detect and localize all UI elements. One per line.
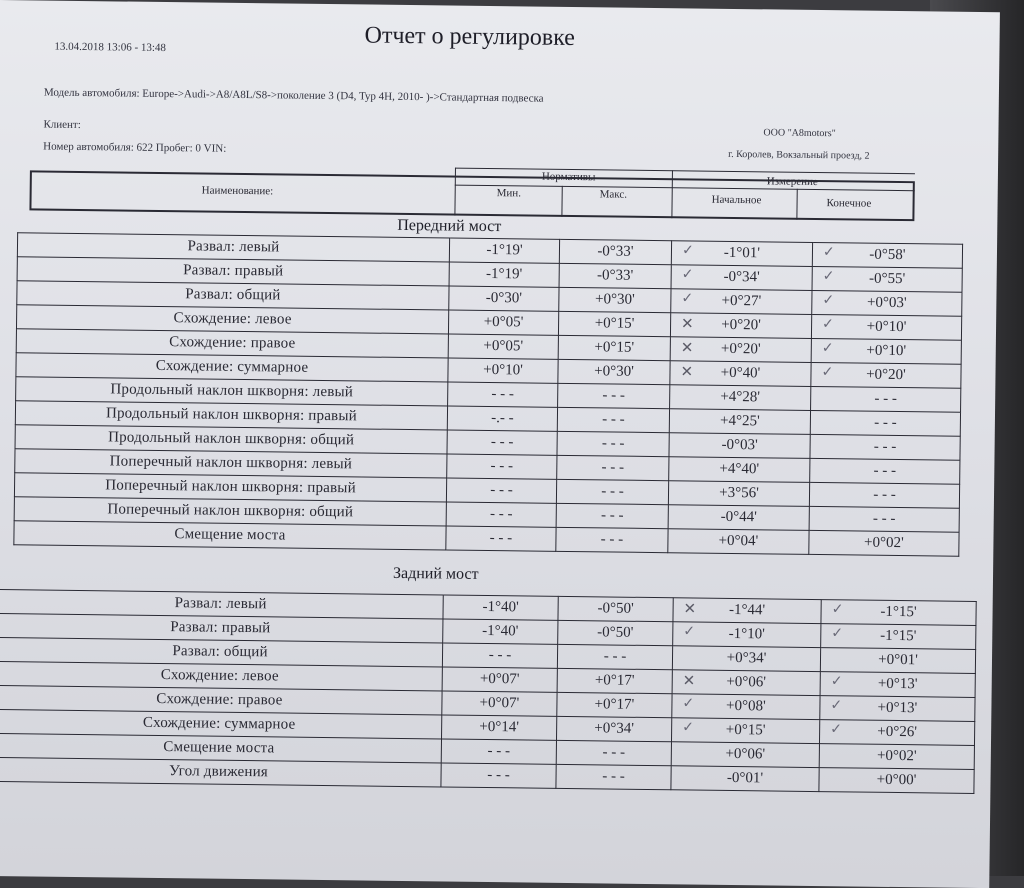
norm-max: - - - [558,383,670,408]
check-icon: ✓ [682,720,694,736]
measurement-final-cell [812,242,962,268]
measurement-initial-cell [670,337,811,363]
norm-min: -1°19' [449,262,559,287]
norm-max: +0°17' [557,692,672,717]
front-axle-table [13,232,963,557]
measurement-final-value: - - - [874,414,897,431]
norm-max: - - - [556,503,668,528]
measurement-final-cell [810,410,960,436]
measurement-final-value: +0°02' [876,747,917,765]
measurement-final-value: +0°02' [863,534,904,552]
check-icon: ✓ [681,291,694,307]
norm-max: +0°34' [556,716,671,741]
measurement-final-value: +0°03' [866,294,907,312]
measurement-initial-value: -0°03' [721,436,758,454]
measurement-initial-value: +0°40' [720,364,761,382]
norm-min: +0°14' [442,715,557,740]
measurement-initial-cell [673,598,821,624]
measurement-initial-cell [670,313,811,339]
norm-min: - - - [441,739,556,764]
measurement-final-value: +0°13' [877,675,918,693]
measurement-initial-cell [668,505,809,531]
header-max: Макс. [599,188,628,201]
header-divider [671,170,673,218]
out-of-range-icon: ✕ [680,340,694,357]
header-divider [455,185,915,192]
header-divider [796,189,797,220]
measurement-final-cell [819,768,974,794]
norm-min: -1°19' [449,238,559,263]
parameter-name: Продольный наклон шкворня: правый [15,401,447,430]
measurement-initial-value: +4°25' [719,412,760,430]
measurement-final-value: +0°13' [877,699,918,717]
norm-min: +0°05' [448,310,558,335]
measurement-initial-value: +0°08' [725,697,766,715]
measurement-initial-cell [669,457,810,483]
norm-min: +0°07' [442,691,557,716]
measurement-final-value: -0°55' [868,270,906,288]
norm-max: - - - [557,431,669,456]
norm-min: -0°30' [449,286,559,311]
parameter-name: Смещение моста [14,521,446,550]
vehicle-model: Модель автомобиля: Europe->Audi->A8/A8L/S8->поколение 3 (D4, Typ 4H, 2010- )->Стандартная подвеска [43,86,544,105]
measurement-final-value: - - - [872,510,896,527]
norm-max: -0°33' [559,263,671,288]
check-icon: ✓ [822,317,834,333]
parameter-name: Поперечный наклон шкворня: левый [15,449,447,478]
out-of-range-icon: ✕ [680,364,694,381]
check-icon: ✓ [830,674,843,690]
parameter-name: Схождение: суммарное [0,710,442,739]
check-icon: ✓ [822,245,835,261]
norm-min: - - - [441,763,556,788]
measurement-final-cell [809,482,959,508]
measurement-final-cell [820,648,975,674]
measurement-initial-cell [669,409,810,435]
parameter-name: Развал: общий [17,281,449,310]
measurement-final-value: - - - [874,390,898,407]
measurement-initial-cell [671,718,819,744]
norm-min: +0°05' [448,334,558,359]
rear-axle-title: Задний мост [392,564,479,583]
measurement-initial-cell [671,241,812,267]
check-icon: ✓ [822,269,835,285]
measurement-final-cell [819,720,974,746]
norm-max: +0°30' [559,287,671,312]
norm-min: - - - [447,454,557,479]
measurement-initial-cell [669,433,810,459]
measurement-final-cell [812,266,962,292]
parameter-name: Продольный наклон шкворня: общий [15,425,447,454]
header-initial: Начальное [711,193,762,207]
parameter-name: Развал: левый [17,233,449,262]
measurement-initial-cell [670,361,811,387]
measurement-initial-value: +0°15' [725,721,766,739]
norm-max: - - - [556,740,671,765]
norm-max: +0°17' [557,668,672,693]
measurement-final-cell [821,600,976,626]
norm-min: +0°10' [448,358,558,383]
check-icon: ✓ [683,624,696,640]
norm-min: - - - [446,526,556,551]
norm-max: - - - [556,527,668,552]
header-divider [455,168,915,175]
measurement-final-cell [809,530,959,556]
measurement-initial-cell [671,289,812,315]
out-of-range-icon: ✕ [683,601,697,618]
measurement-initial-value: +3°56' [719,484,759,502]
measurement-initial-value: +0°04' [718,532,759,550]
measurement-initial-value: -1°10' [728,625,765,643]
company-name: ООО "A8motors" [763,127,836,140]
check-icon: ✓ [681,267,694,283]
measurement-initial-cell [671,766,819,792]
parameter-name: Схождение: левое [0,662,442,691]
measurement-initial-cell [672,694,820,720]
norm-min: -1°40' [443,619,558,644]
measurement-final-value: - - - [873,438,897,455]
measurement-initial-cell [671,265,812,291]
measurement-final-value: -1°15' [880,627,917,645]
parameter-name: Развал: правый [0,614,443,643]
measurement-initial-value: +0°20' [720,340,761,358]
parameter-name: Угол движения [0,758,441,787]
measurement-final-cell [811,338,961,364]
check-icon: ✓ [821,365,834,381]
parameter-name: Схождение: правое [16,329,448,358]
out-of-range-icon: ✕ [680,316,694,333]
measurement-initial-cell [672,646,820,672]
parameter-name: Развал: общий [0,638,443,667]
norm-max: -0°33' [559,239,671,264]
measurement-final-cell [811,386,961,412]
norm-max: - - - [557,455,669,480]
check-icon: ✓ [831,626,844,642]
report-datetime: 13.04.2018 13:06 - 13:48 [54,40,167,55]
parameter-name: Продольный наклон шкворня: левый [16,377,448,406]
rear-axle-table [0,589,977,794]
measurement-final-value: +0°20' [866,366,906,384]
measurement-initial-cell [668,481,809,507]
out-of-range-icon: ✕ [682,673,696,690]
measurement-final-cell [809,506,959,532]
norm-min: - - - [446,502,556,527]
measurement-initial-value: +0°20' [721,316,762,334]
measurement-final-cell [810,458,960,484]
measurement-initial-cell [668,529,809,555]
header-min: Мин. [496,187,522,200]
header-norms: Нормативы [541,170,596,184]
parameter-name: Развал: правый [17,257,449,286]
measurement-final-cell [819,744,974,770]
car-number-line: Номер автомобиля: 622 Пробег: 0 VIN: [43,140,227,155]
page-title: Отчет о регулировке [364,22,576,52]
check-icon: ✓ [682,696,695,712]
measurement-final-cell [821,624,976,650]
parameter-name: Поперечный наклон шкворня: общий [14,497,446,526]
measurement-initial-value: +0°06' [726,673,767,691]
norm-max: +0°15' [558,311,670,336]
norm-max: -0°50' [558,596,673,621]
measurement-final-value: - - - [873,486,896,503]
measurement-final-value: +0°01' [878,651,918,669]
check-icon: ✓ [830,722,842,738]
header-final: Конечное [826,197,872,210]
header-divider [561,186,562,217]
measurement-initial-value: +0°06' [725,745,766,763]
parameter-name: Схождение: левое [16,305,448,334]
measurement-initial-value: -1°01' [723,244,761,262]
check-icon: ✓ [830,698,843,714]
measurement-final-cell [820,672,975,698]
parameter-name: Поперечный наклон шкворня: правый [14,473,446,502]
check-icon: ✓ [821,341,834,357]
measurement-initial-cell [673,622,821,648]
measurement-final-cell [820,696,975,722]
norm-min: - - - [446,478,556,503]
measurement-initial-value: +4°28' [720,388,761,406]
parameter-name: Схождение: суммарное [16,353,448,382]
table-header [29,170,914,221]
client-label: Клиент: [43,118,81,131]
parameter-name: Развал: левый [0,590,443,619]
header-divider [454,168,456,216]
measurement-final-value: -0°58' [869,246,906,264]
measurement-final-cell [812,290,962,316]
norm-max: - - - [557,407,669,432]
measurement-initial-value: -0°01' [726,769,764,787]
measurement-final-value: +0°00' [876,771,917,789]
norm-min: -1°40' [443,595,558,620]
norm-max: -0°50' [558,620,673,645]
norm-max: - - - [557,644,672,669]
measurement-initial-cell [670,385,811,411]
norm-min: +0°07' [442,667,557,692]
measurement-initial-cell [672,670,820,696]
measurement-final-value: +0°26' [877,723,918,741]
norm-min: - - - [442,643,557,668]
measurement-initial-value: -0°44' [720,508,757,526]
norm-max: - - - [556,764,671,789]
norm-max: +0°15' [558,335,670,360]
measurement-initial-value: -1°44' [728,601,766,619]
company-address: г. Королев, Вокзальный проезд, 2 [728,148,870,162]
measurement-initial-value: +0°27' [721,292,762,310]
check-icon: ✓ [681,243,694,259]
front-axle-title: Передний мост [397,216,502,236]
norm-max: +0°30' [558,359,670,384]
norm-min: - - - [448,382,558,407]
header-name: Наименование: [201,184,274,198]
header-measurement: Измерение [766,175,818,189]
check-icon: ✓ [822,293,835,309]
measurement-initial-value: -0°34' [723,268,760,286]
norm-max: - - - [556,479,668,504]
norm-min: -.- - [447,406,557,431]
measurement-final-cell [811,314,961,340]
measurement-initial-cell [671,742,819,768]
measurement-final-value: -1°15' [880,603,917,621]
parameter-name: Смещение моста [0,734,442,763]
measurement-final-value: +0°10' [866,318,907,336]
measurement-final-value: - - - [873,462,897,479]
check-icon: ✓ [831,602,844,618]
measurement-final-cell [810,434,960,460]
measurement-final-cell [811,362,961,388]
norm-min: - - - [447,430,557,455]
measurement-initial-value: +0°34' [726,649,767,667]
measurement-initial-value: +4°40' [719,460,760,478]
measurement-final-value: +0°10' [866,342,907,360]
parameter-name: Схождение: правое [0,686,442,715]
